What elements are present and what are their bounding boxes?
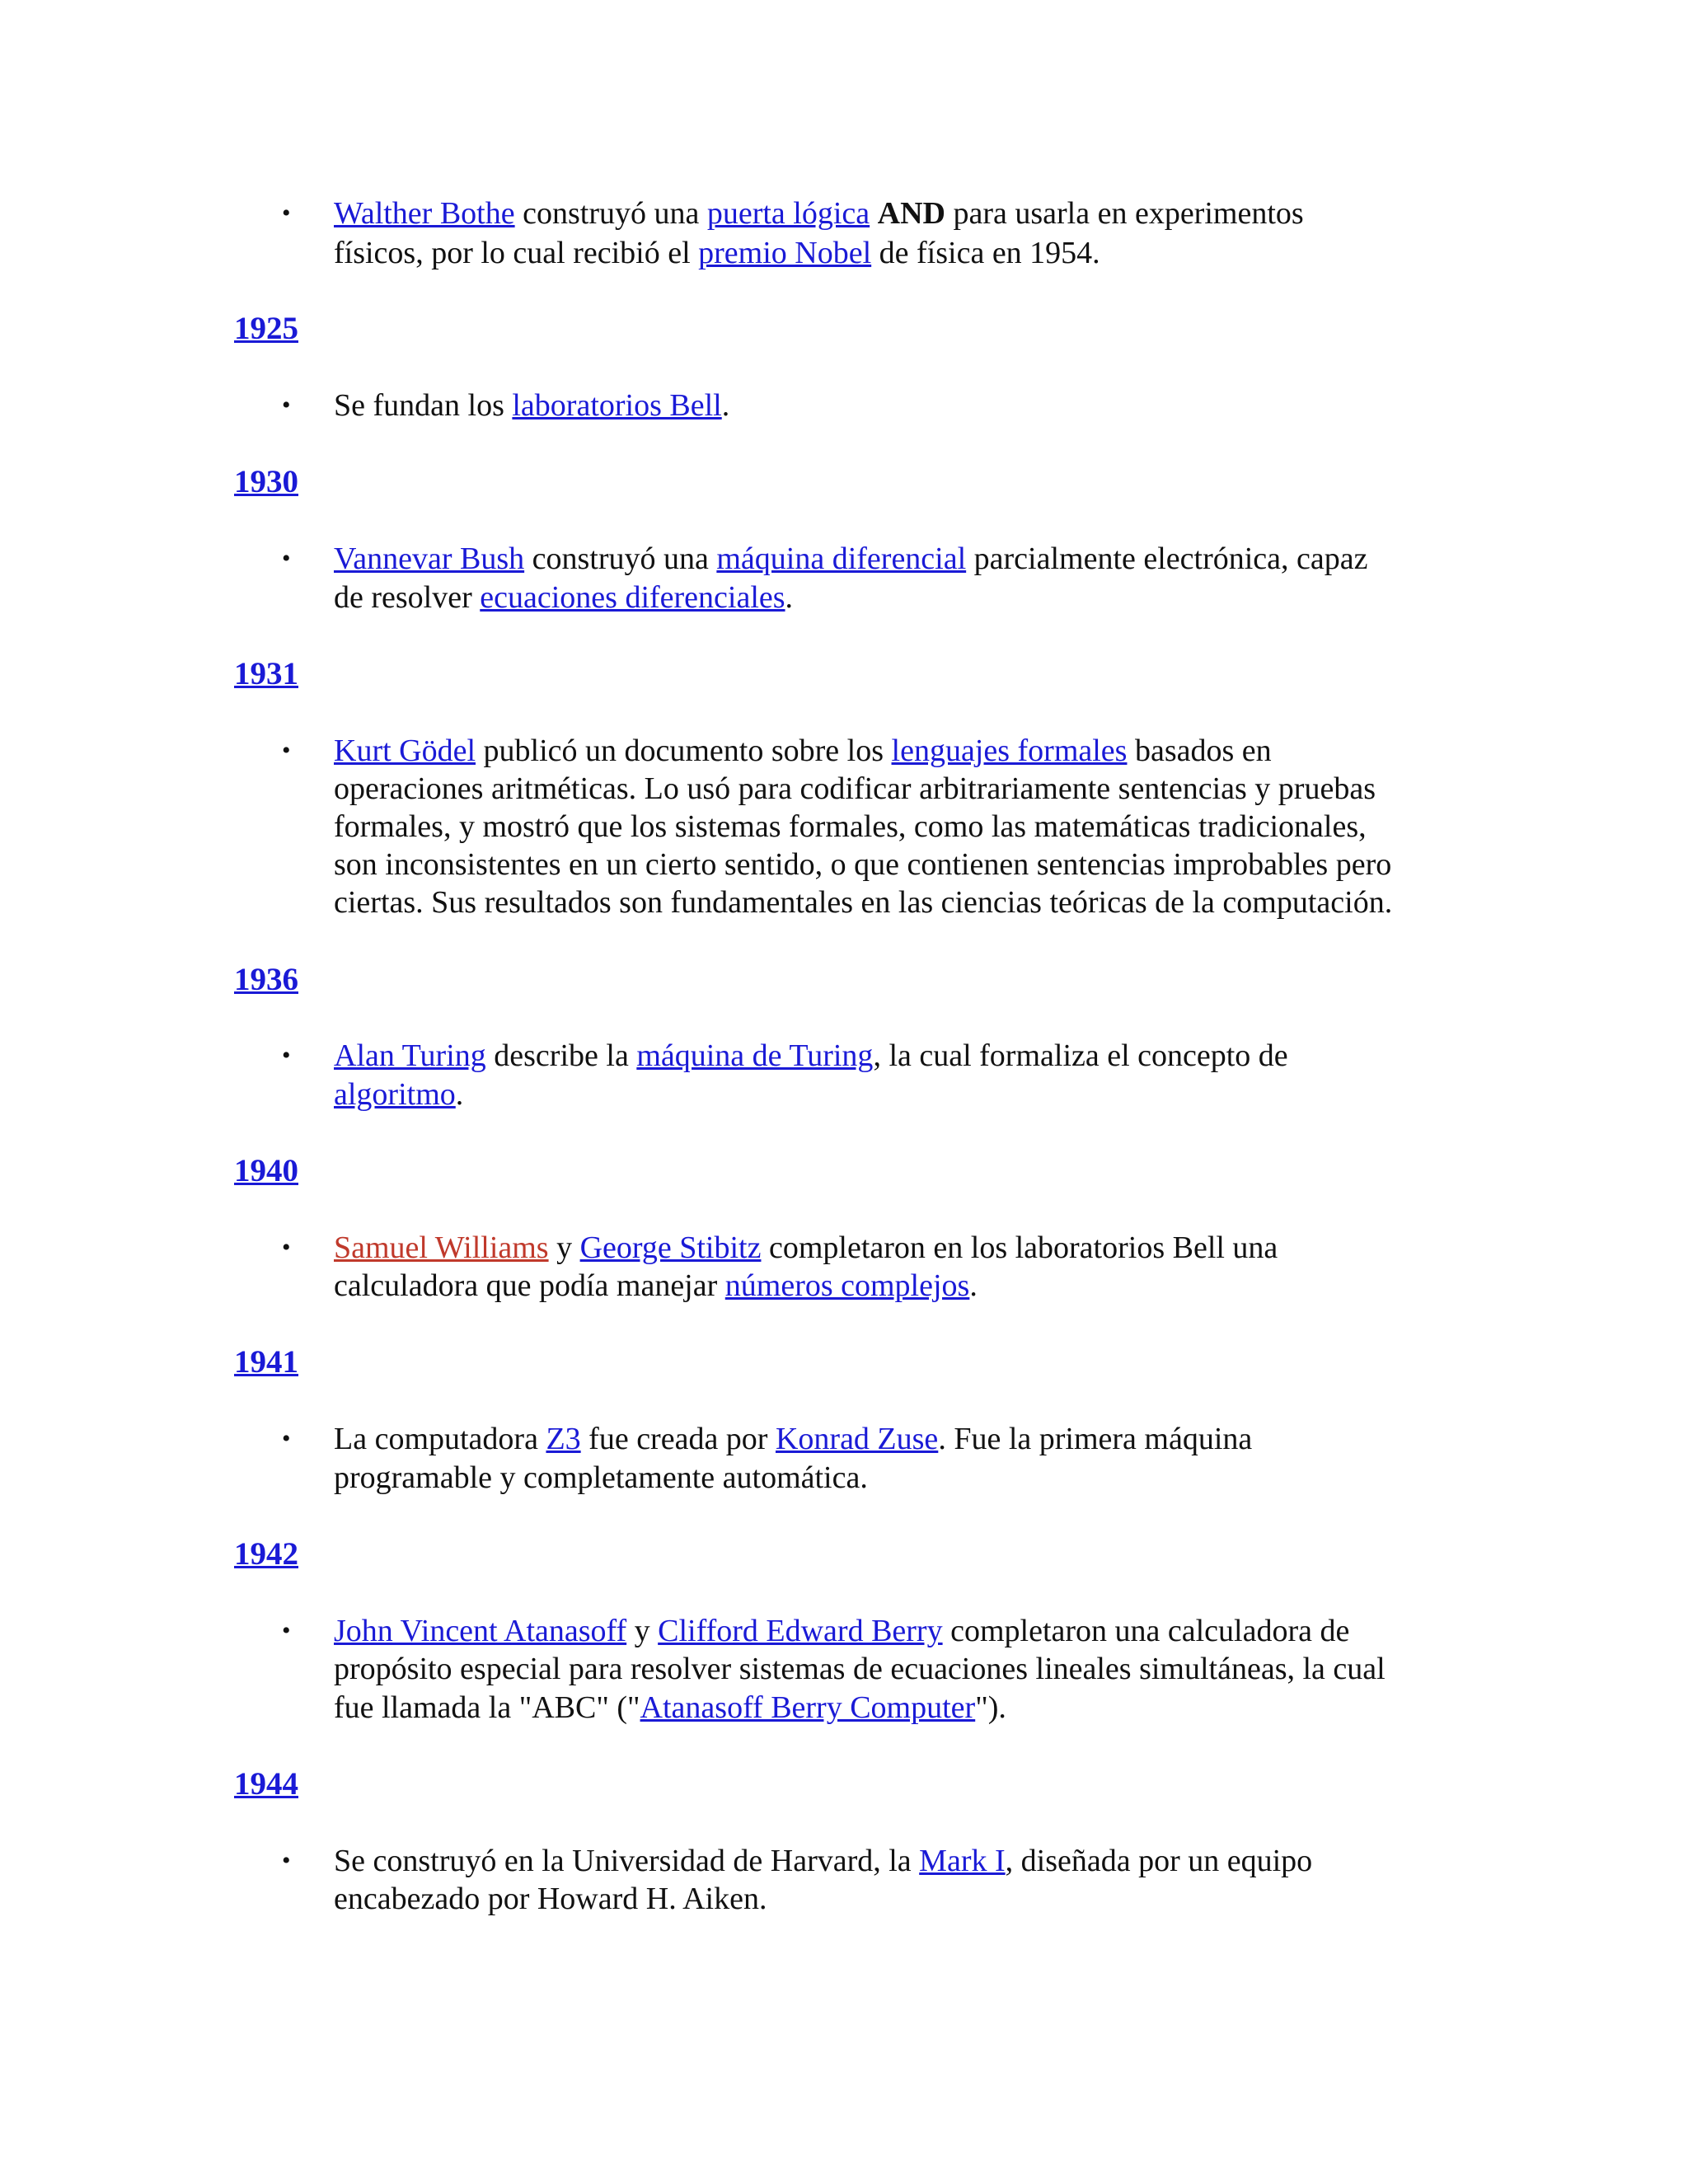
link-algoritmo[interactable]: algoritmo — [334, 1077, 456, 1112]
text-run: describe la — [485, 1038, 637, 1073]
link-premio-nobel[interactable]: premio Nobel — [698, 236, 872, 270]
link-george-stibitz[interactable]: George Stibitz — [579, 1230, 762, 1265]
text-run: . Fue la primera máquina — [938, 1422, 1253, 1456]
text-line: propósito especial para resolver sistemas de ecuaciones lineales simultáneas, la cual — [334, 1652, 1386, 1686]
link-atanasoff-berry-computer[interactable]: Atanasoff Berry Computer — [640, 1690, 976, 1725]
text-line: son inconsistentes en un cierto sentido, o que contienen sentencias improbables pero — [334, 847, 1392, 882]
text-run: . — [455, 1077, 464, 1112]
link-maquina-de-turing[interactable]: máquina de Turing — [636, 1038, 874, 1073]
bullet: • — [282, 1234, 291, 1261]
text-line — [334, 579, 793, 616]
text-line: operaciones aritméticas. Lo usó para codificar arbitrariamente sentencias y pruebas — [334, 771, 1376, 806]
text-run: , la cual formaliza el concepto de — [873, 1038, 1288, 1073]
year-heading-1930[interactable]: 1930 — [234, 464, 298, 499]
text-run: construyó una — [514, 196, 707, 231]
text-run: para usarla en experimentos — [945, 196, 1304, 231]
bullet: • — [282, 1617, 291, 1644]
link-z3[interactable]: Z3 — [546, 1422, 581, 1456]
bullet: • — [282, 199, 291, 227]
text-line — [334, 1689, 1006, 1727]
bullet: • — [282, 545, 291, 572]
link-john-vincent-atanasoff[interactable]: John Vincent Atanasoff — [334, 1614, 627, 1648]
text-line — [334, 540, 1368, 578]
text-line — [334, 1420, 1252, 1458]
year-heading-1936[interactable]: 1936 — [234, 962, 298, 997]
text-line — [334, 1842, 1312, 1880]
text-run: publicó un documento sobre los — [476, 733, 892, 768]
link-maquina-diferencial[interactable]: máquina diferencial — [716, 541, 967, 576]
text-run: . — [969, 1268, 978, 1303]
text-run: completaron una calculadora de — [942, 1614, 1350, 1648]
text-line — [334, 1076, 463, 1113]
text-line: ciertas. Sus resultados son fundamentales en las ciencias teóricas de la computación. — [334, 885, 1393, 920]
bold-and: AND — [877, 196, 945, 231]
year-heading-1925[interactable]: 1925 — [234, 311, 298, 346]
text-line — [334, 194, 1304, 232]
link-numeros-complejos[interactable]: números complejos — [724, 1268, 970, 1303]
year-heading-1931[interactable]: 1931 — [234, 656, 298, 691]
text-run: , diseñada por un equipo — [1005, 1844, 1313, 1878]
text-run: "). — [975, 1690, 1006, 1725]
text-line — [334, 1612, 1349, 1650]
text-run: Se construyó en la Universidad de Harvard, la — [334, 1844, 920, 1878]
text-line — [334, 1229, 1278, 1267]
text-run: de resolver — [334, 580, 481, 615]
text-run: . — [721, 388, 730, 423]
bullet: • — [282, 1042, 291, 1069]
link-ecuaciones-diferenciales[interactable]: ecuaciones diferenciales — [480, 580, 785, 615]
text-line — [334, 732, 1272, 770]
link-vannevar-bush[interactable]: Vannevar Bush — [334, 541, 525, 576]
text-run: de física en 1954. — [871, 236, 1100, 270]
text-run: parcialmente electrónica, capaz — [966, 541, 1368, 576]
link-mark-i[interactable]: Mark I — [919, 1844, 1006, 1878]
link-clifford-edward-berry[interactable]: Clifford Edward Berry — [658, 1614, 943, 1648]
link-laboratorios-bell[interactable]: laboratorios Bell — [512, 388, 722, 423]
text-run: calculadora que podía manejar — [334, 1268, 725, 1303]
bullet: • — [282, 737, 291, 764]
text-run: La computadora — [334, 1422, 546, 1456]
text-run: y — [626, 1614, 659, 1648]
text-run: físicos, por lo cual recibió el — [334, 236, 699, 270]
text-line — [334, 234, 1100, 272]
text-run: y — [548, 1230, 580, 1265]
year-heading-1944[interactable]: 1944 — [234, 1766, 298, 1802]
link-lenguajes-formales[interactable]: lenguajes formales — [891, 733, 1128, 768]
text-run: construyó una — [524, 541, 717, 576]
text-run: completaron en los laboratorios Bell una — [761, 1230, 1278, 1265]
text-run: fue creada por — [580, 1422, 776, 1456]
link-walther-bothe[interactable]: Walther Bothe — [334, 196, 515, 231]
text-line — [334, 1037, 1288, 1075]
text-run: fue llamada la "ABC" (" — [334, 1690, 640, 1725]
link-puerta-logica[interactable]: puerta lógica — [706, 196, 870, 231]
text-line: encabezado por Howard H. Aiken. — [334, 1882, 767, 1916]
link-samuel-williams[interactable]: Samuel Williams — [334, 1230, 549, 1265]
year-heading-1940[interactable]: 1940 — [234, 1153, 298, 1188]
text-run: Se fundan los — [334, 388, 513, 423]
bullet: • — [282, 1847, 291, 1874]
link-alan-turing[interactable]: Alan Turing — [334, 1038, 486, 1073]
link-kurt-godel[interactable]: Kurt Gödel — [334, 733, 476, 768]
text-run — [870, 196, 878, 231]
text-run: basados en — [1127, 733, 1272, 768]
text-line: programable y completamente automática. — [334, 1460, 868, 1495]
year-heading-1942[interactable]: 1942 — [234, 1536, 298, 1572]
text-run: . — [785, 580, 794, 615]
year-heading-1941[interactable]: 1941 — [234, 1344, 298, 1380]
link-konrad-zuse[interactable]: Konrad Zuse — [775, 1422, 939, 1456]
text-line — [334, 387, 729, 424]
bullet: • — [282, 391, 291, 419]
text-line: formales, y mostró que los sistemas formales, como las matemáticas tradicionales, — [334, 809, 1367, 844]
bullet: • — [282, 1425, 291, 1452]
text-line — [334, 1267, 978, 1305]
